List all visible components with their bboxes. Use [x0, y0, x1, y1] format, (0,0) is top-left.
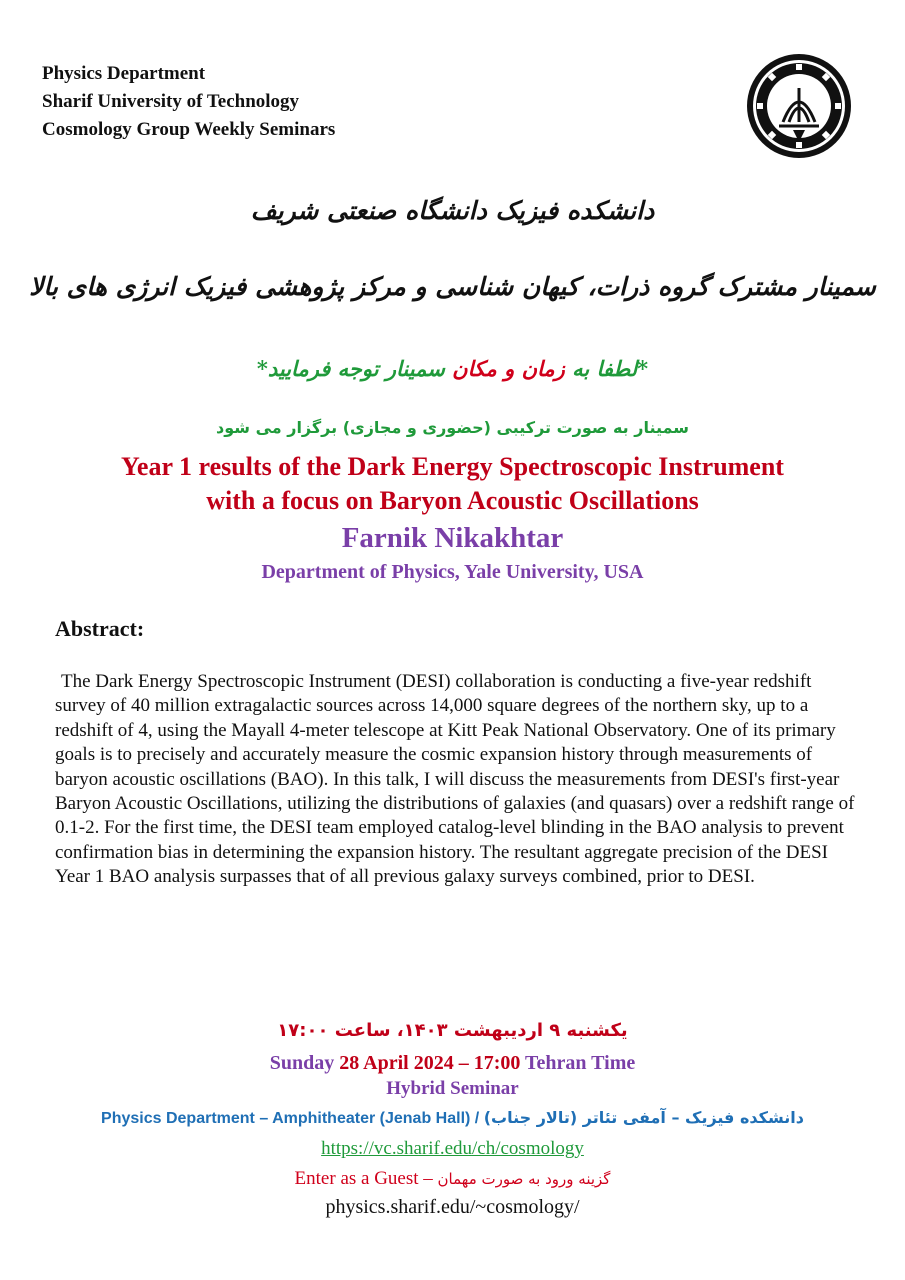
talk-title-line2: with a focus on Baryon Acoustic Oscillations [206, 486, 699, 515]
notice-fa [0, 356, 905, 381]
group-website[interactable]: physics.sharif.edu/~cosmology/ [325, 1196, 580, 1218]
venue [0, 1108, 905, 1128]
timezone-en: Tehran Time [525, 1052, 636, 1074]
day-en: Sunday [269, 1052, 335, 1074]
venue-en: Physics Department – Amphitheater (Jenab Hall) [101, 1110, 471, 1127]
seminar-series: Cosmology Group Weekly Seminars [42, 119, 336, 140]
notice-part-2: زمان و مکان [452, 356, 565, 381]
faculty-name-fa: دانشکده فیزیک دانشگاه صنعتی شریف [250, 196, 655, 225]
talk-title-line1: Year 1 results of the Dark Energy Spectroscopic Instrument [121, 452, 784, 481]
meeting-link[interactable]: https://vc.sharif.edu/ch/cosmology [321, 1138, 584, 1159]
hybrid-note-fa: سمینار به صورت ترکیبی (حضوری و مجازی) برگزار می شود [216, 418, 689, 437]
guest-fa: گزینه ورود به صورت مهمان [437, 1170, 611, 1188]
university-name: Sharif University of Technology [42, 91, 300, 112]
abstract-heading: Abstract: [55, 616, 145, 641]
joint-seminar-fa: سمینار مشترک گروه ذرات، کیهان شناسی و مرکز پژوهشی فیزیک انرژی های بالا [29, 272, 876, 301]
date-fa: یکشنبه ۹ اردیبهشت ۱۴۰۳، ساعت ۱۷:۰۰ [277, 1020, 628, 1041]
guest-instruction [0, 1168, 905, 1190]
abstract-body: The Dark Energy Spectroscopic Instrument (DESI) collaboration is conducting a five-year redshift survey of 40 million extragalactic sources across 14,000 square degrees of the northern sky, up to a redshift of 4, using the Mayall 4-meter telescope at Kitt Peak National Observatory. One of its primary goals is to precisely and accurately measure the cosmic expansion history through measurements of baryon acoustic oscillations (BAO). In this talk, I will discuss the measurements from DESI's first-year Baryon Acoustic Oscillations, utilizing the distributions of galaxies (and quasars) over a redshift range of 0.1-2. For the first time, the DESI team employed catalog-level blinding in the BAO analysis to prevent confirmation bias in determining the expansion history. The resultant aggregate precision of the DESI Year 1 BAO analysis surpasses that of all previous galaxy surveys combined, prior to DESI. [55, 671, 855, 888]
sharif-logo-icon [745, 52, 853, 160]
notice-part-1: *لطفا به [564, 356, 649, 381]
date-en [0, 1052, 905, 1075]
guest-en: Enter as a Guest – [294, 1168, 433, 1189]
venue-fa: دانشکده فیزیک – آمفی تئاتر (تالار جناب) [483, 1108, 804, 1127]
department-name: Physics Department [42, 63, 206, 84]
talk-title [0, 450, 905, 518]
datetime-en: 28 April 2024 – 17:00 [339, 1052, 521, 1074]
seminar-mode: Hybrid Seminar [386, 1078, 519, 1099]
notice-part-3: سمینار توجه فرمایید* [256, 356, 453, 381]
speaker-name: Farnik Nikakhtar [341, 522, 564, 554]
venue-separator: / [470, 1110, 484, 1127]
speaker-affiliation: Department of Physics, Yale University, USA [261, 561, 644, 583]
header-block [42, 60, 335, 144]
